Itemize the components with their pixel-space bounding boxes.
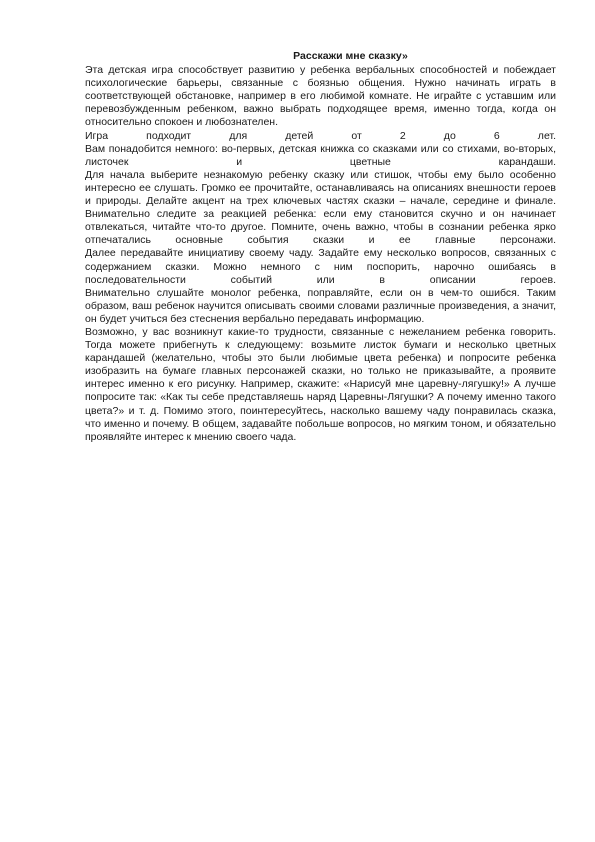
paragraph-age: Игра подходит для детей от 2 до 6 лет. — [85, 129, 556, 142]
document-page — [85, 50, 556, 444]
paragraph-intro: Эта детская игра способствует развитию у ребенка вербальных способностей и побеждает психологические барьеры, связанные с боязнью общения. Нужно начинать играть в соответствующей обстановке, например в его любимой комнате. Не играйте с уставшим или перевозбужденным ребенком, важно выбрать подходящее время, именно тогда, когда он относительно спокоен и любознателен. — [85, 64, 556, 129]
paragraph-monologue: Внимательно слушайте монолог ребенка, поправляйте, если он в чем-то ошибся. Таким образом, ваш ребенок научится описывать своими словами различные произведения, а значит, он будет учиться без стеснения вербально передавать информацию. — [85, 286, 556, 325]
paragraph-drawing: Возможно, у вас возникнут какие-то трудности, связанные с нежеланием ребенка говорить. Тогда можете прибегнуть к следующему: возьмите листок бумаги и несколько цветных карандашей (желательно, чтобы это были любимые цвета ребенка) и попросите ребенка изобразить на бумаге главных персонажей сказки, но только не приказывайте, а проявите интерес именно к его рисунку. Например, скажите: «Нарисуй мне царевну-лягушку!» А лучше попросите так: «Как ты себе представляешь наряд Царевны-Лягушки? А почему именно такого цвета?» и т. д. Помимо этого, поинтересуйтесь, насколько вашему чаду понравилась сказка, что именно и почему. В общем, задавайте побольше вопросов, но мягким тоном, и обязательно проявляйте интерес к мнению своего чада. — [85, 325, 556, 443]
paragraph-materials: Вам понадобится немного: во-первых, детская книжка со сказками или со стихами, во-вторых, листочек и цветные карандаши. — [85, 142, 556, 168]
paragraph-reading: Для начала выберите незнакомую ребенку сказку или стишок, чтобы ему было особенно интересно ее слушать. Громко ее прочитайте, останавливаясь на описаниях внешности героев и природы. Делайте акцент на трех ключевых частях сказки – начале, середине и финале. Внимательно следите за реакцией ребенка: если ему становится скучно и он начинает отвлекаться, читайте что-то другое. Помните, очень важно, чтобы в сознании ребенка ярко отпечатались основные события сказки и ее главные персонажи. — [85, 168, 556, 247]
document-title: Расскажи мне сказку» — [293, 50, 408, 62]
paragraph-questions: Далее передавайте инициативу своему чаду. Задайте ему несколько вопросов, связанных с содержанием сказки. Можно немного с ним поспорить, нарочно ошибаясь в последовательности событий или в описании героев. — [85, 247, 556, 286]
